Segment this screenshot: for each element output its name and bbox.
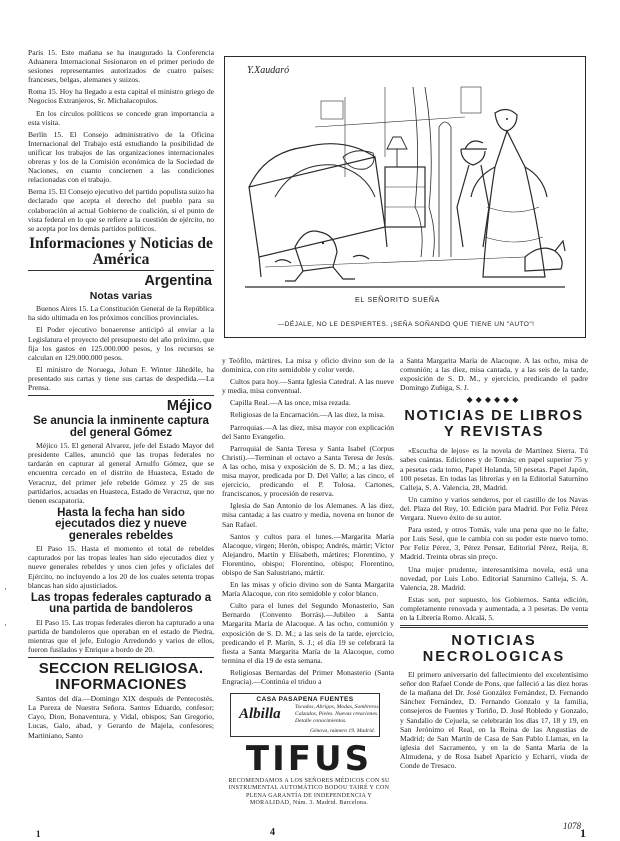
- cult-paragraph: Parroquias.—A las diez, misa mayor con explicación del Santo Evangelio.: [222, 422, 394, 441]
- column-left: [28, 48, 214, 818]
- ornament-divider: ◆◆◆◆◆◆: [466, 395, 522, 405]
- necrology-text: El primero aniversario del fallecimiento del excelentísimo señor don Rafael Conde de Pons, que falleció a las diez horas de la mañana del Dr. José González Fernández, D. Fernando Sánchez Fernández, D. Fernando Gonzalo y la familia, consejeros de Fuentes y Toriño, D. José Robledo y Gonzalo, y Sandalio de Cejuela, se celebrarán los días 17, 18 y 19, en San Jerónimo el Real, en la Reina de las Angustias de Madrid; de San Martín de Casa de San Pablo Llamas, en la iglesia del Sacramento, y en la de Santa María de la Almudena, y de Rosa Isabel Aparicio y Echarri, viuda de Conde de Tresaco.: [400, 670, 588, 770]
- ad-headline: TIFUS: [245, 739, 373, 779]
- footer-mark: 1: [580, 826, 586, 840]
- cartoon-signature: Y.Xaudaró: [247, 65, 290, 76]
- section-title-necrology: NOTICIAS NECROLOGICAS: [422, 633, 566, 665]
- divider: [28, 395, 214, 396]
- cult-paragraph: a Santa Margarita María de Alacoque. A las ocho, misa de comunión; a las diez, misa cantada, y a las seis de la tarde, exposición de S. D. M., y ejercicio, predicando el padre Domingo Zuñiga, S. J.: [400, 356, 588, 393]
- news-item: El Paso 15. Hasta el momento el total de rebeldes capturados por las tropas leales han sido ejecutados diez y nueve generales rebeldes y unos cien jefes y oficiales del Ejército, no incluyendo a los 20 de los cuales setenta tropas blancas han sido ajusticiados.: [28, 544, 214, 590]
- book-notice: «Escucha de lejos» es la novela de Martínez Sierra. Tú sabes cuántas. Ediciones y de Tomás; en papel superior 75 y a pesetas cada tomo, Papel Holanda, 50 pesetas. Papel Japón, 100 pesetas. En todas las librerías y en la Editorial Saturnino Calleja, S. A. Valencia, 28, Madrid.: [400, 446, 588, 492]
- ad-address: Génova, número 19. Madrid.: [309, 728, 375, 734]
- cult-paragraph: Iglesia de San Antonio de los Alemanes. A las diez, misa cantada; a las cuatro y media, novena en honor de San Rafael.: [222, 501, 394, 529]
- cult-paragraph: Religiosas Bernardas del Primer Monasterio (Santa Engracia).—Continúa el triduo a: [222, 667, 394, 686]
- margin-mark: ·: [4, 584, 7, 594]
- cult-paragraph: Santos y cultos para el lunes.—Margarita María Alacoque, virgen; Herón, obispo; Andrés, mártir; Víctor Alejandro, Martín y Elísabeth, mártires; Florentino, y Florentino, obispo; Florentino, obispo; Florentino, obispo de San Salustriano, mártir.: [222, 531, 394, 577]
- cartoon-title: EL SEÑORITO SUEÑA: [355, 295, 440, 304]
- religious-text: Santos del día.—Domingo XIX después de Pentecostés. La Pureza de Nuestra Señora. Santos Eduardo, confesor; Cayo, Dion, Bonaventura, y Vidal, obispos; San Gregorio, Lucas, Galo, abad, y Gerardo de Majela, confesores; Martiniano, Santo: [28, 694, 214, 740]
- ad-text: RECOMENDAMOS A LOS SEÑORES MÉDICOS CON SU INSTRUMENTAL AUTOMÁTICO BODOU TAIRÉ Y CON PLENA GARANTÍA DE INDEPENDENCIA Y MORALIDAD, Núm. 3. Madrid. Barcelona.: [228, 778, 390, 807]
- headline: Se anuncia la inminente captura del general Gómez: [33, 415, 209, 439]
- wire-item: Berlín 15. El Consejo administrativo de la Oficina Internacional del Trabajo está estudiando la posibilidad de unificar los trabajos de las organizaciones internacionales obreras y los de la Comisión económica de la Sociedad de Naciones, en cuanto conciernen a las condiciones relacionadas con el trabajo.: [28, 129, 214, 185]
- news-item: El Paso 15. Las tropas federales dieron ha capturado a una partida de bandoleros que operaban en el estado de Piedra, mientras que el jefe, Eulogio Arredondo y varios de ellos, fueron fusilados y Enrique a bordo de 20.: [28, 617, 214, 655]
- news-item: Buenos Aires 15. La Constitución General de la República ha sido ultimada en los próximos concilios provinciales.: [28, 304, 214, 323]
- margin-mark: ·: [4, 620, 7, 630]
- ad-text: Tocados, Abrigos, Modas, Sombreros. Calzados, Pieles. Nuevas creaciones. Detalle conocimientos.: [295, 704, 380, 724]
- cult-paragraph: Culto para el lunes del Segundo Monasterio, San Bernardo (Convento Borrás).—Jubileo a Santa Margarita María de Alacoque. A las ocho, comunión y exposición de S. D. M.; a las seis de la tarde, ejercicio, predicando el P. Marín, S. J.; el día 19 se celebrará la fiesta a Santa Margarita María de la Alacoque, como termina el día 19 de esta semana.: [222, 601, 394, 665]
- cult-paragraph: En las misas y oficio divino son de Santa Margarita María Alacoque, con rito semidoble y color blanco.: [222, 580, 394, 599]
- book-notice: Una mujer prudente, interesantísima novela, está una novedad, por Luis Lobo. Editorial Saturnino Calleja, S. A. Valencia, 28. Madrid.: [400, 564, 588, 592]
- advertisement-casa: [230, 693, 380, 737]
- wire-item: París 15. Este mañana se ha inaugurado la Conferencia Aduanera Internacional Sesionaron en el primer periodo de sesiones representantes autorizados de cuatro países: franceses, belgas, alemanes y suizos.: [28, 48, 214, 85]
- headline: Hasta la fecha han sido ejecutados diez y nueve generales rebeldes: [55, 506, 187, 542]
- section-title-america: Informaciones y Noticias de América: [29, 234, 213, 268]
- divider: [28, 657, 214, 658]
- cartoon-caption: —DÉJALE, NO LE DESPIERTES. ¡SEÑA SOÑANDO QUE TIENE UN "AUTO"!: [277, 321, 535, 328]
- wire-item: En los círculos políticos se concede gran importancia a esta visita.: [28, 108, 214, 127]
- section-title-books: NOTICIAS DE LIBROS Y REVISTAS: [404, 408, 584, 441]
- column-right: [400, 356, 588, 826]
- ad-header: CASA PASAPENA FUENTES: [256, 696, 354, 703]
- subheading-notas: Notas varias: [89, 289, 153, 302]
- divider: [28, 270, 214, 271]
- footer-mark: 1: [36, 829, 41, 839]
- ad-brand: Albilla: [239, 706, 281, 722]
- page-number: 1078: [563, 821, 581, 831]
- news-item: El Poder ejecutivo bonaerense anticipó al enviar a la Legislatura el proyecto del presupuesto del año próximo, que fija los gastos en 125.000.000 pesos, y los recursos se calculan en 129.000.000 pesos.: [28, 325, 214, 362]
- cult-paragraph: Capilla Real.—A las once, misa rezada.: [230, 398, 351, 408]
- footer-mark: 4: [270, 827, 275, 838]
- cult-paragraph: Parroquial de Santa Teresa y Santa Isabel (Corpus Christi).—Terminan el octavo a Santa Teresa de Jesús. A las ocho, misa y exposición de S. D. M.; a las diez, misa mayor, predicada por D. Del Valle; a las cinco, el ejercicio, predicando el P. Tolosa. Cartones, franciscanos, y procesión de reserva.: [222, 443, 394, 499]
- book-notice: Estas son, por supuesto, los Gobiernos. Santa edición, completamente renovada y aumentada, a 3 pesetas. De venta en la Librería Romo. Alcalá, 5.: [400, 594, 588, 622]
- cartoon-illustration: [224, 56, 586, 338]
- wire-item: Roma 15. Hoy ha llegado a esta capital el ministro griego de Negocios Extranjeros, Sr. Michalacopulos.: [28, 87, 214, 106]
- news-item: Méjico 15. El general Alvarez, jefe del Estado Mayor del presidente Calles, anunció que las tropas federales no tardarán en capturar al general Arnulfo Gómez, que se encuentra cercado en el distrito de Huasteca, Estado de Veracruz, del primer jefe rebelde Gómez y 25 de sus partidarios, acuadas en Huasteca, Estado de Veracruz, que no tienen escapatoria.: [28, 441, 214, 505]
- advertisement-tifus: [228, 740, 390, 820]
- cult-paragraph: Cultos para hoy.—Santa Iglesia Catedral. A las nueve y media, misa conventual.: [222, 377, 394, 396]
- cult-paragraph: Religiosas de la Encarnación.—A las diez, la misa.: [230, 410, 385, 420]
- news-item: El ministro de Noruega, Johan F. Winter Jährdéle, ha presentado sus cartas y tiene sus cartas de despedida.—La Prensa.: [28, 364, 214, 393]
- wire-item: Berna 15. El Consejo ejecutivo del partido populista suizo ha declarado que acepta el derecho del pueblo para su colaboración al actual Gobierno de coalición, si el punto de vista federal en lo que se refiere a la cuestión de ejército, no se acepta por los demás partidos políticos.: [28, 187, 214, 233]
- divider: [400, 625, 588, 628]
- country-heading-mexico: Méjico: [166, 398, 212, 415]
- country-heading-argentina: Argentina: [144, 272, 212, 289]
- book-notice: Un camino y varios senderos, por el castillo de los Navas del. Plaza del Rey, 10. Edición para Madrid. Por Feliz Pérez Vergara. Nuevo éxito de su autor.: [400, 494, 588, 523]
- section-title-religious: SECCION RELIGIOSA. INFORMACIONES: [38, 660, 204, 693]
- cult-paragraph: y Teófilo, mártires. La misa y oficio divino son de la dominica, con rito semidoble y color verde.: [222, 356, 394, 375]
- headline: Las tropas federales capturado a una partida de bandoleros: [30, 591, 212, 616]
- book-notice: Para usted, y otros Tomás, vale una pena que no le falte, por Luis Sesé, que le cambia con su poder este nuevo tomo. Por Feliz Pérez, 3, Pérez Pensar, Editorial Pérez, Reija, 8, Madrid. Treinta obras sin preço.: [400, 525, 588, 562]
